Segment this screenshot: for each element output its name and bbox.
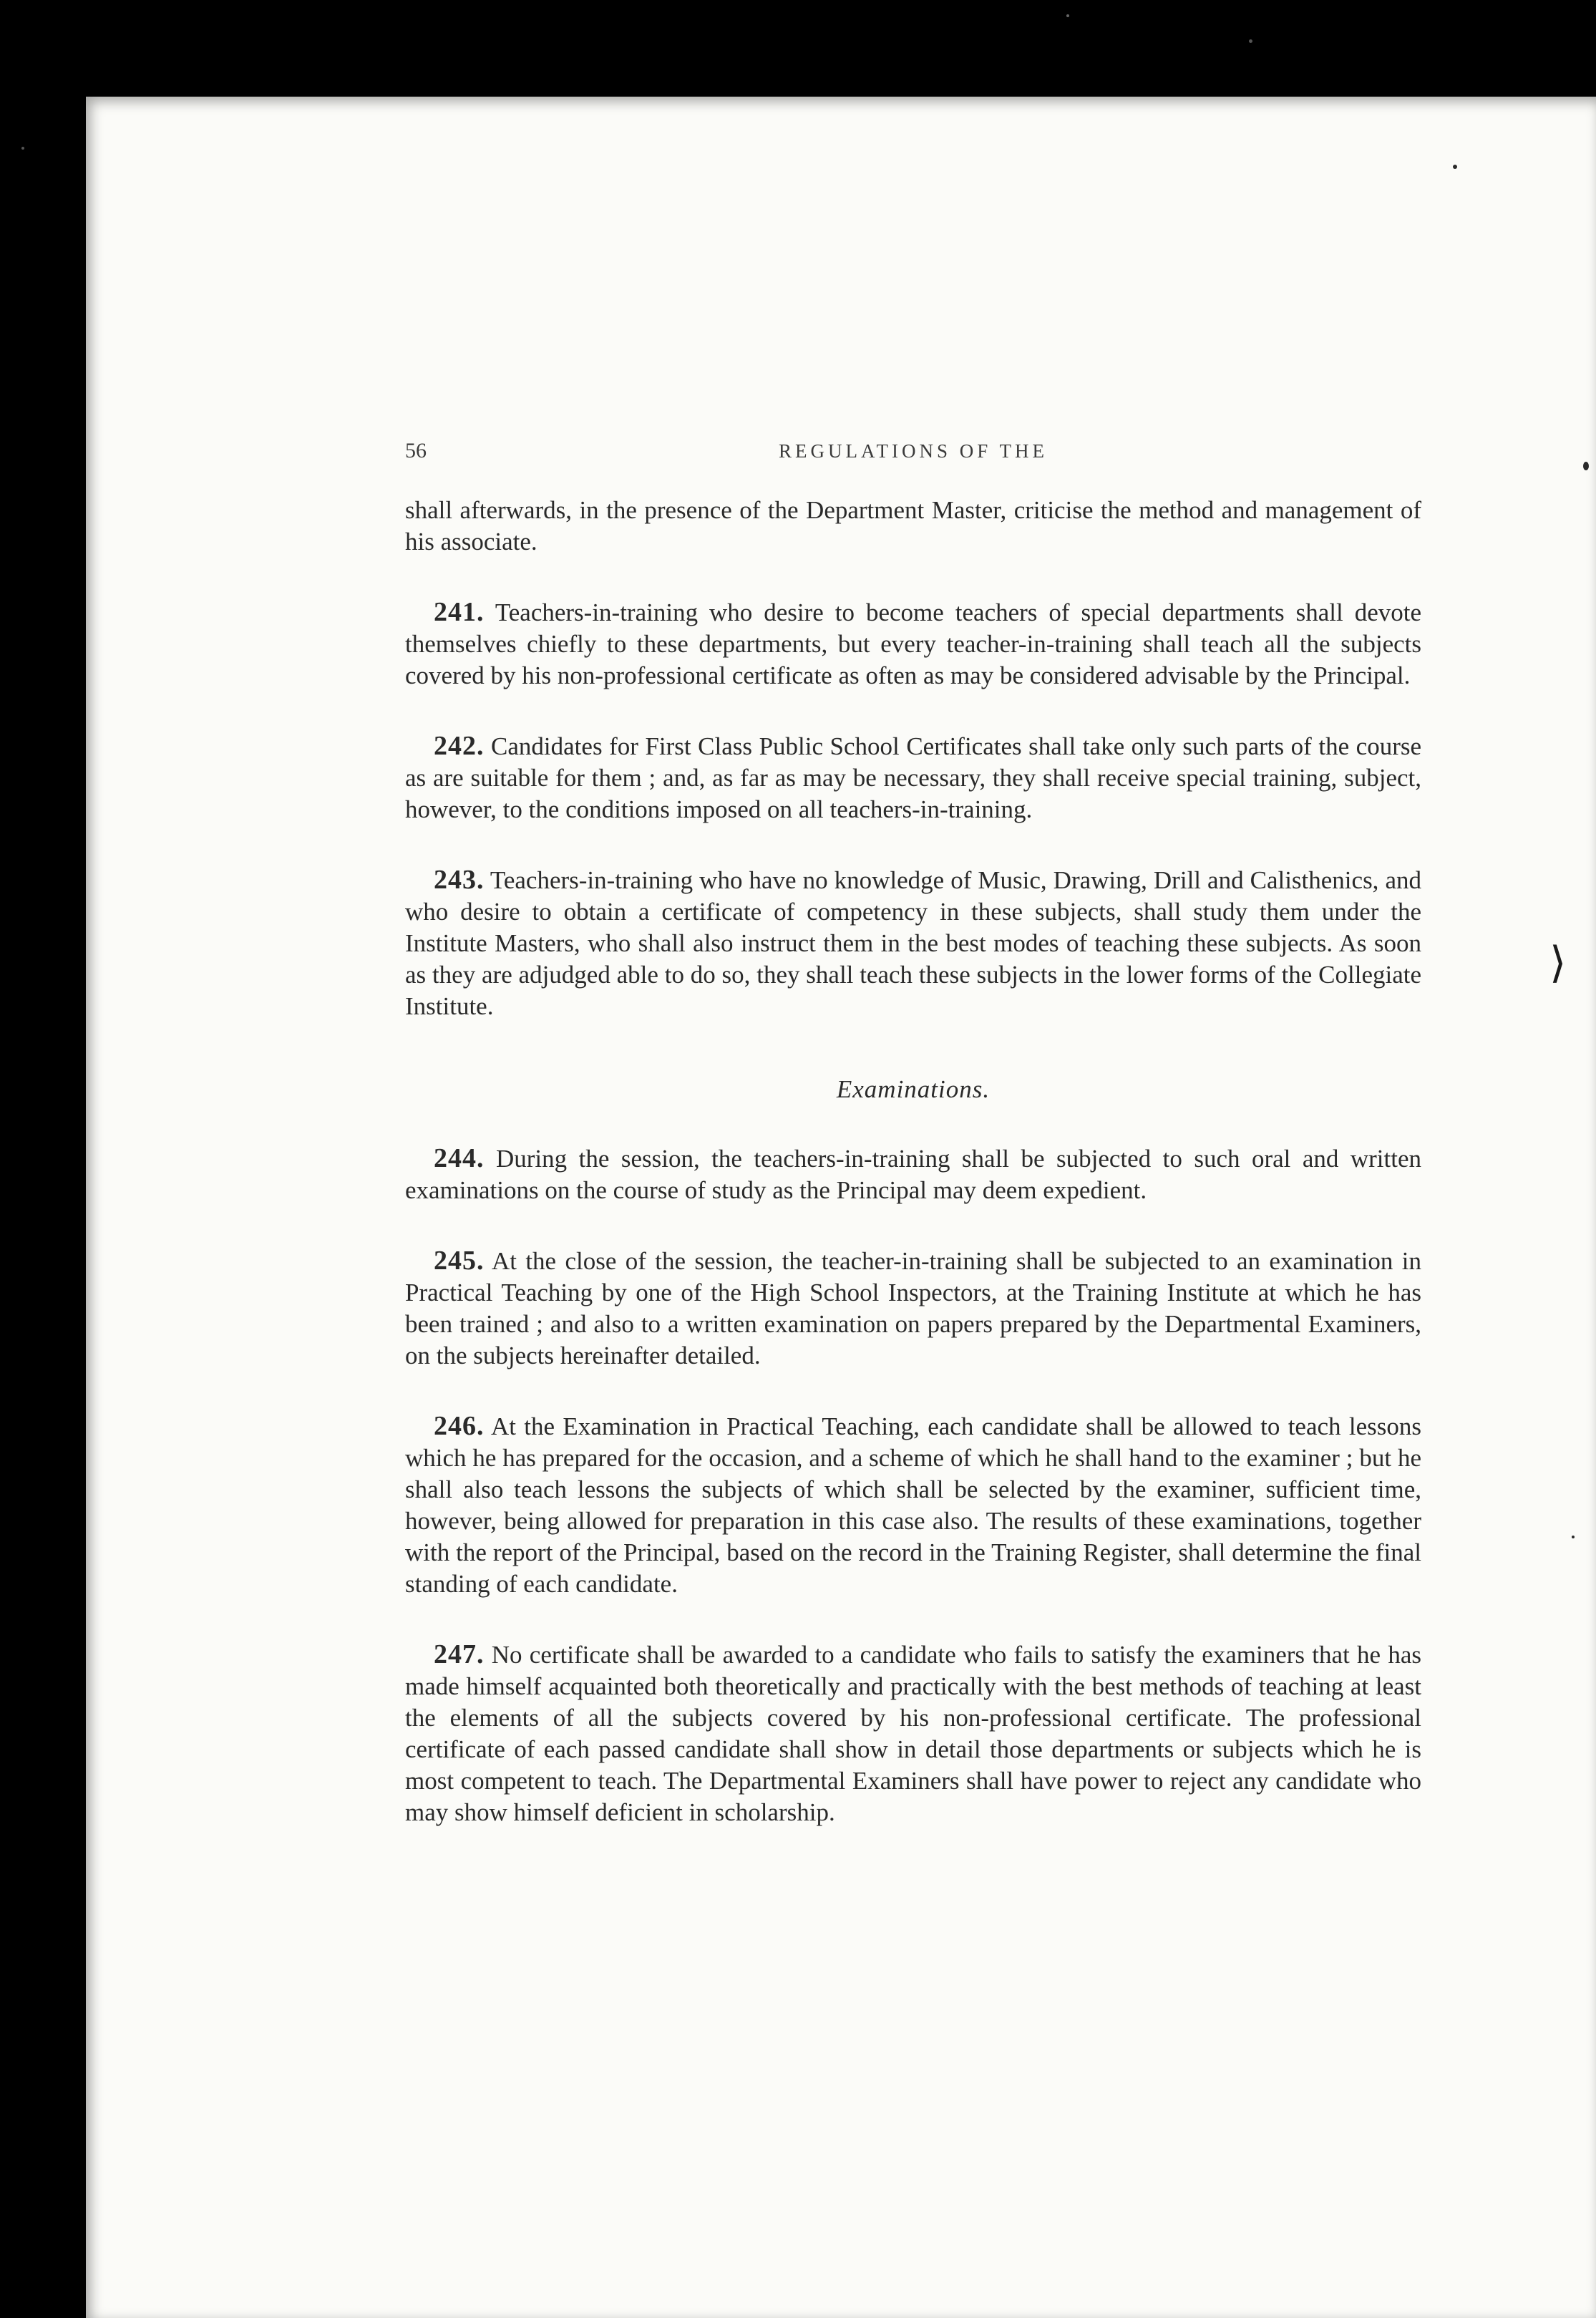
paragraph-number: 245. bbox=[434, 1246, 485, 1276]
paragraph-number: 246. bbox=[434, 1411, 485, 1441]
running-head: REGULATIONS OF THE bbox=[778, 440, 1048, 462]
paragraph-text: At the close of the session, the teacher-in-training shall be subjected to an examination in Practical Teaching by one of the High School Inspectors, at the Training Institute at which he has been trained ; and also to a written examination on papers prepared by the Departmental Examiners, on the subjects hereinafter detailed. bbox=[405, 1247, 1421, 1369]
page-header bbox=[405, 439, 1421, 482]
paragraph-number: 247. bbox=[434, 1639, 485, 1669]
paragraph-text: No certificate shall be awarded to a candidate who fails to satisfy the examiners that he has made himself acquainted both theoretically and practically with the best methods of teaching at least the elements of all the subjects covered by his non-professional certificate. The professional certificate of each passed candidate shall show in detail those departments or subjects which he is most competent to teach. The Departmental Examiners shall have power to reject any candidate who may show himself deficient in scholarship. bbox=[405, 1641, 1422, 1826]
page-content bbox=[405, 439, 1421, 1828]
paragraph-text: At the Examination in Practical Teaching, each candidate shall be allowed to teach lessons which he has prepared for the occasion, and a scheme of which he shall hand to the examiner ; but he shall also teach lessons the subjects of which shall be selected by the examiner, sufficient time, however, being allowed for preparation in this case also. The results of these examinations, together with the report of the Principal, based on the record in the Training Register, shall determine the final standing of each candidate. bbox=[405, 1412, 1422, 1598]
scan-speck bbox=[1572, 1536, 1575, 1538]
paragraph-247 bbox=[405, 1639, 1421, 1828]
paragraph-text: Teachers-in-training who have no knowledge of Music, Drawing, Drill and Calisthenics, and who desire to obtain a certificate of competency in these subjects, shall study them under the Institute Masters, who shall also instruct them in the best modes of teaching these subjects. As soon as they are adjudged able to do so, they shall teach these subjects in the lower forms of the Collegiate Institute. bbox=[405, 866, 1421, 1020]
background-speck bbox=[21, 147, 24, 150]
page-number: 56 bbox=[405, 439, 427, 462]
scan-edge-mark: ⟩ bbox=[1549, 938, 1567, 988]
scan-speck bbox=[1453, 165, 1457, 169]
paragraph-text: Candidates for First Class Public School Certificates shall take only such parts of the course as are suitable for them ; and, as far as may be necessary, they shall receive special training, subject, however, to the conditions imposed on all teachers-in-training. bbox=[405, 732, 1422, 823]
paragraph-245 bbox=[405, 1245, 1421, 1372]
paragraph-241 bbox=[405, 596, 1421, 692]
scan-speck bbox=[1583, 462, 1589, 470]
paragraph-text: Teachers-in-training who desire to become teachers of special departments shall devote themselves chiefly to these departments, but every teacher-in-training shall teach all the subjects covered by his non-professional certificate as often as may be considered advisable by the Principal. bbox=[405, 598, 1421, 689]
paragraph-number: 244. bbox=[434, 1143, 485, 1173]
scanned-page bbox=[86, 97, 1596, 2318]
paragraph-244 bbox=[405, 1143, 1421, 1206]
paragraph-number: 242. bbox=[434, 731, 485, 761]
paragraph-240-continuation: shall afterwards, in the presence of the Department Master, criticise the method and management of his associate. bbox=[405, 496, 1421, 556]
background-speck bbox=[1066, 14, 1069, 17]
paragraph-number: 243. bbox=[434, 865, 485, 895]
paragraph-242 bbox=[405, 730, 1421, 825]
paragraph-number: 241. bbox=[434, 597, 485, 627]
section-heading: Examinations. bbox=[836, 1075, 991, 1103]
paragraph-243 bbox=[405, 864, 1421, 1022]
background-speck bbox=[1249, 39, 1252, 43]
paragraph-246 bbox=[405, 1410, 1421, 1600]
paragraph-text: During the session, the teachers-in-training shall be subjected to such oral and written examinations on the course of study as the Principal may deem expedient. bbox=[405, 1145, 1422, 1204]
